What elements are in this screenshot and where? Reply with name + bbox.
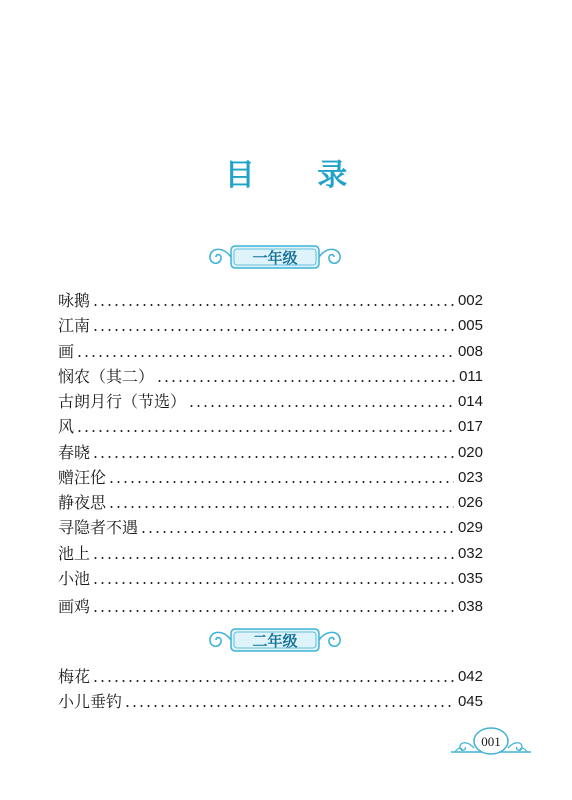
page-number: 001: [481, 734, 501, 749]
entry-title: 赠汪伦: [58, 468, 107, 487]
dot-leader: [92, 329, 454, 331]
dot-leader: [92, 557, 454, 559]
dot-leader: [188, 405, 454, 407]
dot-leader: [124, 705, 454, 707]
dot-leader: [92, 304, 454, 306]
entry-title: 寻隐者不遇: [58, 518, 139, 537]
grade-banner-1: [205, 242, 345, 272]
entry-title: 静夜思: [58, 493, 107, 512]
entry-title: 小池: [58, 569, 91, 588]
dot-leader: [92, 680, 454, 682]
page-title: 目 录: [224, 158, 374, 193]
grade-label: 一年级: [252, 249, 298, 267]
toc-entry[interactable]: [58, 388, 483, 412]
entry-page: 017: [457, 418, 483, 435]
toc-entry[interactable]: [58, 514, 483, 538]
toc-entry[interactable]: [58, 565, 483, 589]
entry-page: 023: [457, 469, 483, 486]
dot-leader: [76, 430, 454, 432]
dot-leader: [108, 481, 454, 483]
dot-leader: [108, 506, 454, 508]
entry-page: 011: [459, 368, 483, 385]
toc-entry[interactable]: [58, 439, 483, 463]
entry-title: 风: [58, 417, 75, 436]
entry-title: 悯农（其二）: [58, 367, 155, 386]
entry-title: 画鸡: [58, 597, 91, 616]
entry-title: 春晓: [58, 443, 91, 462]
entry-page: 014: [457, 393, 483, 410]
toc-entry[interactable]: [58, 287, 483, 311]
entry-title: 梅花: [58, 667, 91, 686]
toc-entry[interactable]: [58, 464, 483, 488]
toc-entry[interactable]: [58, 312, 483, 336]
entry-title: 画: [58, 342, 75, 361]
grade-banner-2: [205, 625, 345, 655]
entry-page: 038: [457, 598, 483, 615]
dot-leader: [140, 531, 454, 533]
entry-page: 020: [457, 444, 483, 461]
toc-entry[interactable]: [58, 540, 483, 564]
entry-page: 045: [457, 693, 483, 710]
toc-entry[interactable]: [58, 593, 483, 617]
page-number-badge: [449, 724, 533, 758]
entry-page: 035: [457, 570, 483, 587]
toc-entry[interactable]: [58, 338, 483, 362]
grade-label: 二年级: [252, 632, 298, 650]
toc-entry[interactable]: [58, 363, 483, 387]
entry-title: 池上: [58, 544, 91, 563]
dot-leader: [92, 456, 454, 458]
toc-entry[interactable]: [58, 489, 483, 513]
entry-page: 026: [457, 494, 483, 511]
dot-leader: [92, 582, 454, 584]
toc-entry[interactable]: [58, 413, 483, 437]
toc-entry[interactable]: [58, 663, 483, 687]
dot-leader: [156, 380, 455, 382]
entry-title: 咏鹅: [58, 291, 91, 310]
dot-leader: [76, 355, 454, 357]
toc-entry[interactable]: [58, 688, 483, 712]
entry-page: 032: [457, 545, 483, 562]
entry-title: 江南: [58, 316, 91, 335]
entry-page: 005: [457, 317, 483, 334]
entry-page: 008: [457, 343, 483, 360]
entry-page: 042: [457, 668, 483, 685]
dot-leader: [92, 610, 454, 612]
entry-title: 小儿垂钓: [58, 692, 123, 711]
entry-page: 002: [457, 292, 483, 309]
entry-page: 029: [457, 519, 483, 536]
entry-title: 古朗月行（节选）: [58, 392, 187, 411]
